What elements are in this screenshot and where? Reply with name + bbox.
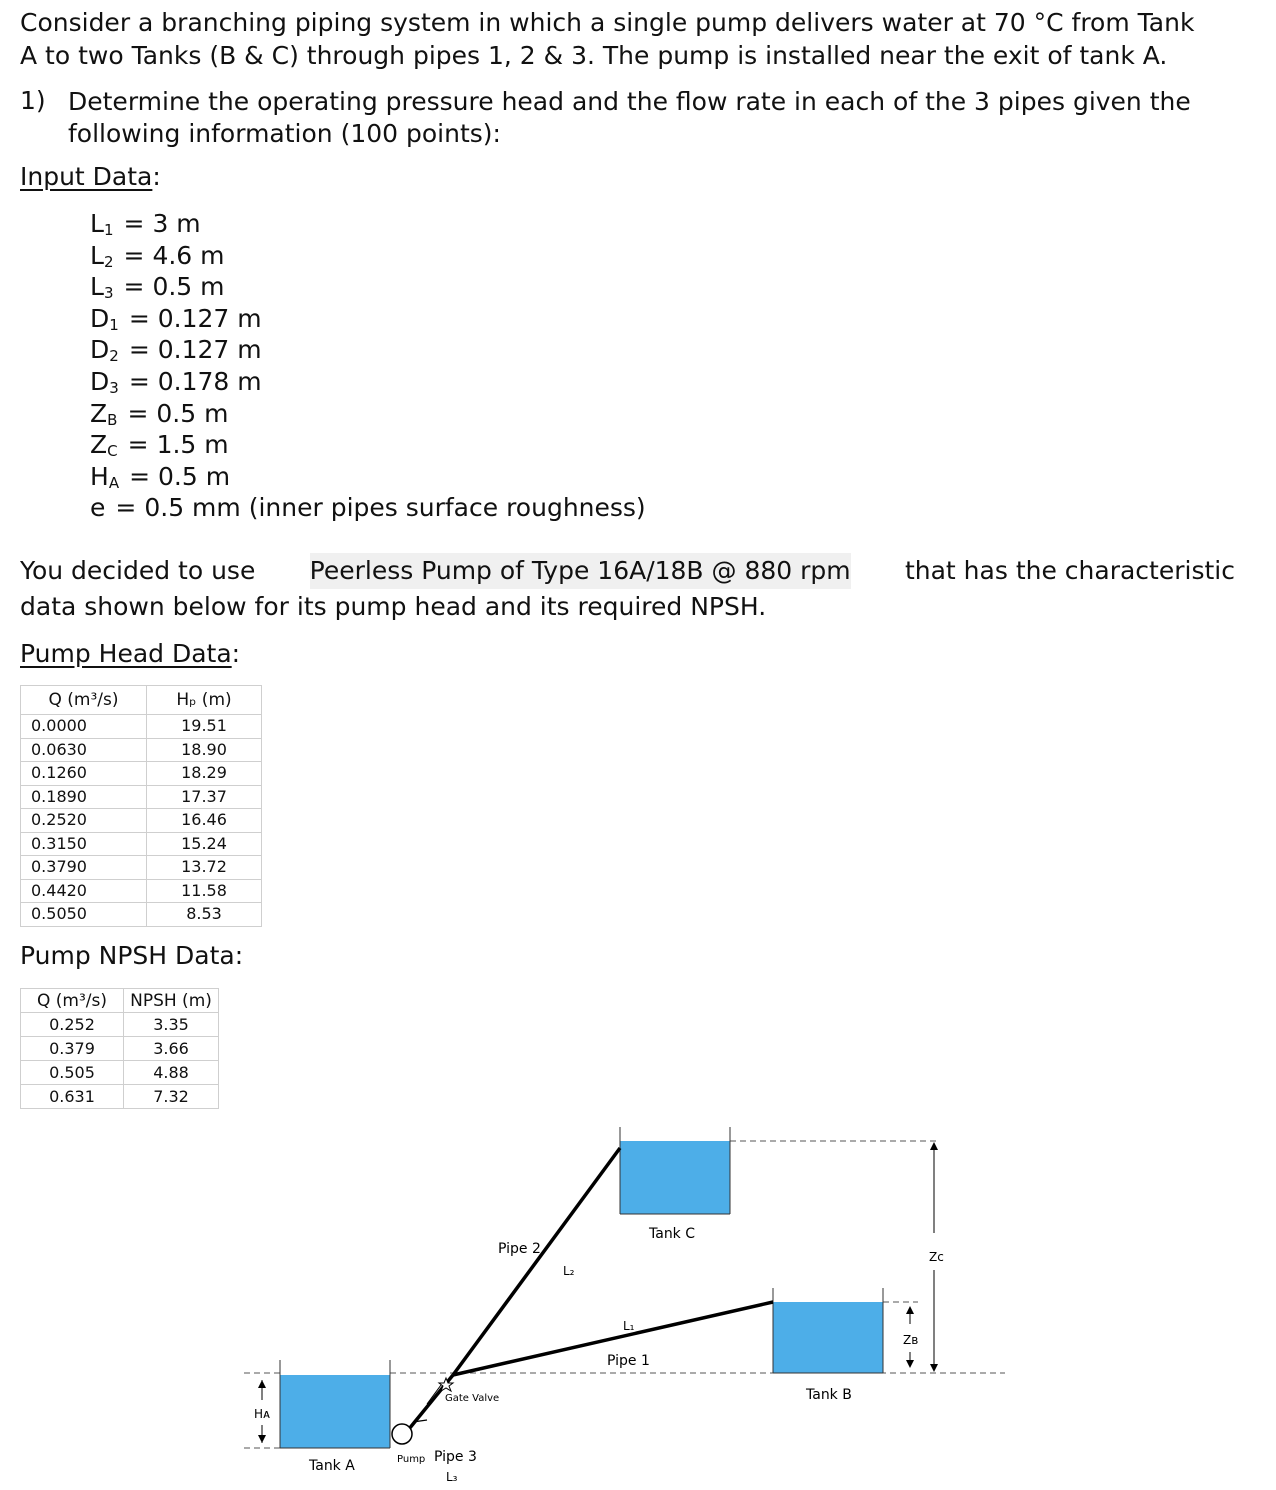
input-symbol: L bbox=[90, 272, 104, 302]
input-row: $D_2 = 0.127$ m bbox=[90, 335, 262, 366]
pump-icon bbox=[392, 1424, 412, 1444]
cell-value: 15.24 bbox=[147, 832, 262, 856]
intro-line-1: Consider a branching piping system in which a single pump delivers water at 70 °C from Tank bbox=[20, 8, 1195, 37]
cell-value: 8.53 bbox=[147, 903, 262, 927]
input-subscript: C bbox=[107, 442, 118, 461]
cell-q: 0.0000 bbox=[21, 715, 147, 739]
input-row: $Z_B = 0.5$ m bbox=[90, 398, 229, 429]
input-symbol: H bbox=[90, 461, 109, 491]
input-value: 3 m bbox=[152, 209, 201, 238]
pump-npsh-heading: Pump NPSH Data: bbox=[20, 941, 244, 970]
input-subscript: 3 bbox=[109, 378, 119, 397]
input-symbol: Z bbox=[90, 430, 108, 460]
intro-line-2: A to two Tanks (B & C) through pipes 1, 2 & 3. The pump is installed near the exit of tank A. bbox=[20, 41, 1168, 70]
cell-value: 7.32 bbox=[124, 1085, 219, 1109]
input-value: 0.5 m bbox=[152, 272, 225, 302]
cell-q: 0.379 bbox=[21, 1037, 124, 1061]
tank-c-water bbox=[620, 1141, 730, 1214]
tank-a-label: Tank A bbox=[309, 1458, 355, 1474]
input-subscript: A bbox=[108, 473, 120, 492]
question-number: 1) bbox=[20, 86, 46, 115]
l1-label: L₁ bbox=[623, 1319, 635, 1333]
input-value: 0.127 m bbox=[157, 335, 262, 365]
cell-q: 0.1260 bbox=[21, 762, 147, 786]
cell-value: 3.66 bbox=[124, 1037, 219, 1061]
input-subscript: 1 bbox=[103, 221, 114, 239]
cell-value: 17.37 bbox=[147, 785, 262, 809]
npsh-col-q: Q (m³/s) bbox=[21, 989, 124, 1013]
pump-model-highlight: Peerless Pump of Type 16A/18B @ 880 rpm bbox=[310, 553, 851, 589]
cell-value: 3.35 bbox=[124, 1013, 219, 1037]
input-symbol: L bbox=[90, 209, 104, 238]
input-subscript: 2 bbox=[109, 347, 119, 366]
input-row: $D_3 = 0.178$ m bbox=[90, 366, 262, 397]
cell-value: 18.29 bbox=[147, 762, 262, 786]
cell-value: 13.72 bbox=[147, 856, 262, 880]
input-value: 0.178 m bbox=[157, 366, 262, 396]
question-line-2: following information (100 points): bbox=[68, 119, 501, 148]
input-subscript: B bbox=[107, 410, 118, 429]
zb-label: Zʙ bbox=[903, 1333, 919, 1347]
input-subscript: 2 bbox=[103, 252, 114, 271]
cell-q: 0.1890 bbox=[21, 785, 147, 809]
ha-label: Hᴀ bbox=[254, 1407, 271, 1421]
pipe-3-label: Pipe 3 bbox=[434, 1449, 477, 1465]
input-value: 0.5 mm (inner pipes surface roughness) bbox=[144, 493, 646, 523]
input-symbol: L bbox=[90, 240, 104, 270]
input-value: 0.5 m bbox=[158, 461, 231, 491]
input-symbol: D bbox=[90, 366, 110, 396]
cell-value: 11.58 bbox=[147, 879, 262, 903]
input-data-heading: Input Data: bbox=[20, 162, 161, 191]
input-symbol: D bbox=[90, 335, 110, 365]
pump-head-col-q: Q (m³/s) bbox=[21, 686, 147, 715]
cell-q: 0.0630 bbox=[21, 738, 147, 762]
input-value: 1.5 m bbox=[156, 430, 229, 460]
input-row: $L_2 = 4.6$ m bbox=[90, 240, 225, 271]
cell-value: 18.90 bbox=[147, 738, 262, 762]
npsh-col-npsh: NPSH (m) bbox=[124, 989, 219, 1013]
input-subscript: 1 bbox=[109, 315, 119, 334]
l2-label: L₂ bbox=[563, 1264, 575, 1278]
cell-q: 0.2520 bbox=[21, 809, 147, 833]
cell-q: 0.5050 bbox=[21, 903, 147, 927]
pump-head-col-hp: Hₚ (m) bbox=[147, 686, 262, 715]
tank-a-water bbox=[280, 1375, 390, 1448]
input-symbol: e bbox=[90, 493, 106, 523]
cell-value: 4.88 bbox=[124, 1061, 219, 1085]
input-value: 4.6 m bbox=[152, 240, 225, 270]
input-value: 0.5 m bbox=[156, 398, 229, 428]
pipe-2-label: Pipe 2 bbox=[498, 1241, 541, 1257]
cell-value: 19.51 bbox=[147, 715, 262, 739]
input-symbol: D bbox=[90, 303, 110, 333]
input-row: $D_1 = 0.127$ m bbox=[90, 303, 262, 334]
cell-q: 0.505 bbox=[21, 1061, 124, 1085]
input-row: $L_3 = 0.5$ m bbox=[90, 272, 225, 303]
pipe-1-label: Pipe 1 bbox=[607, 1353, 650, 1369]
pump-head-heading: Pump Head Data: bbox=[20, 639, 241, 668]
zc-label: Zᴄ bbox=[929, 1250, 944, 1264]
input-subscript: 3 bbox=[103, 284, 114, 303]
tank-c-label: Tank C bbox=[649, 1226, 696, 1242]
cell-q: 0.3790 bbox=[21, 856, 147, 880]
input-symbol: Z bbox=[90, 398, 108, 428]
cell-q: 0.631 bbox=[21, 1085, 124, 1109]
pump-label: Pump bbox=[397, 1454, 426, 1465]
input-value: 0.127 m bbox=[157, 303, 262, 333]
input-row: $L_1 = 3$ m bbox=[90, 209, 201, 239]
input-row: $H_A = 0.5$ m bbox=[90, 461, 231, 492]
cell-q: 0.252 bbox=[21, 1013, 124, 1037]
tank-b-water bbox=[773, 1302, 883, 1373]
l3-label: L₃ bbox=[446, 1470, 458, 1484]
gate-valve-label: Gate Valve bbox=[445, 1393, 500, 1404]
cell-q: 0.3150 bbox=[21, 832, 147, 856]
input-row: e = 0.5 mm (inner pipes surface roughness) bbox=[90, 493, 646, 523]
cell-value: 16.46 bbox=[147, 809, 262, 833]
tank-b-label: Tank B bbox=[806, 1387, 852, 1403]
pump-choice-line-2: data shown below for its pump head and its required NPSH. bbox=[20, 592, 767, 621]
question-line-1: Determine the operating pressure head and the flow rate in each of the 3 pipes given the bbox=[68, 87, 1191, 116]
pump-choice-line-1: You decided to use Peerless Pump of Type 16A/18B @ 880 rpm that has the characteristic bbox=[20, 553, 1235, 589]
cell-q: 0.4420 bbox=[21, 879, 147, 903]
input-row: $Z_C = 1.5$ m bbox=[90, 430, 229, 461]
